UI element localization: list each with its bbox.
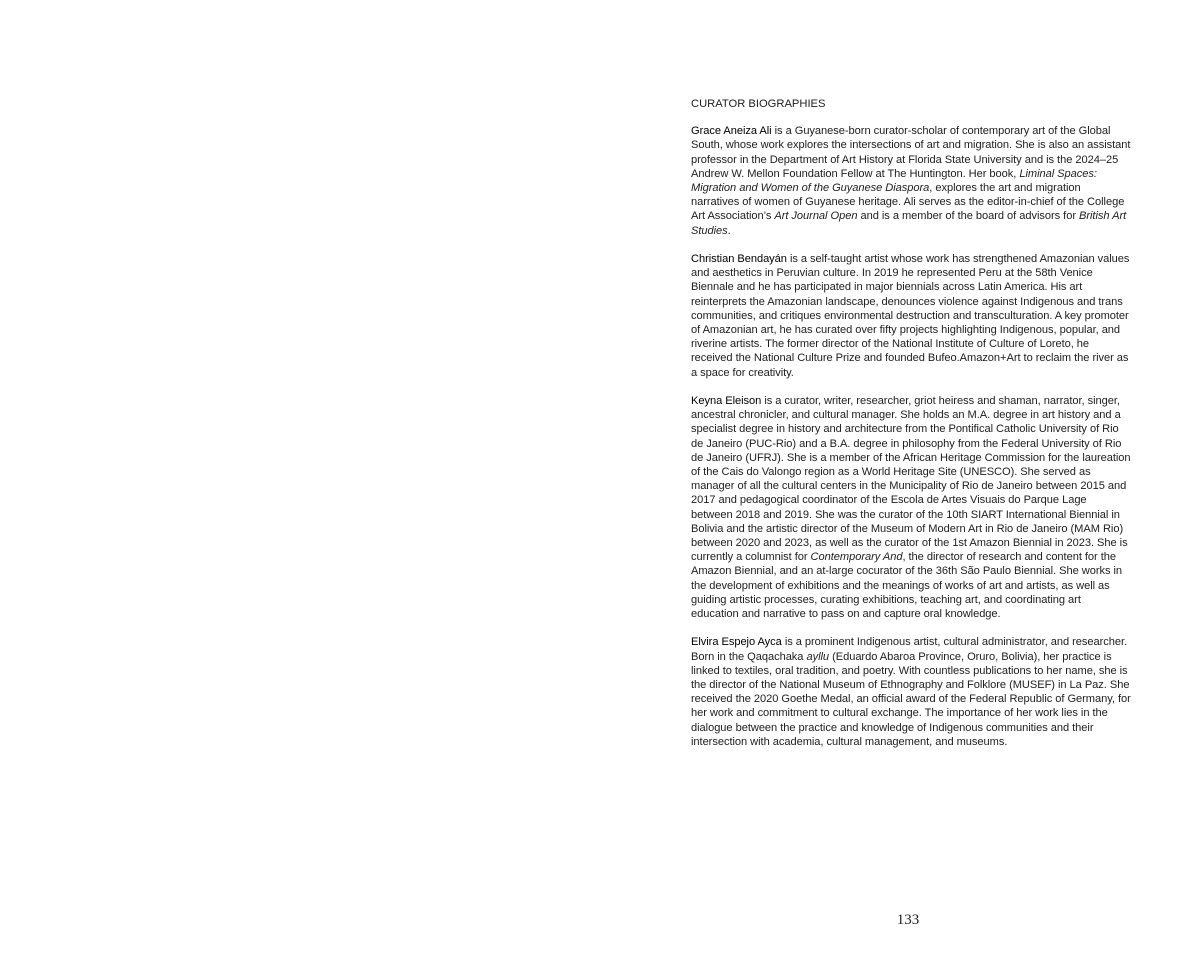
page-number: 133 [896,912,920,928]
bio-elvira-espejo-ayca [691,635,1131,749]
bio-keyna-eleison [691,394,1131,621]
section-heading: CURATOR BIOGRAPHIES [691,98,826,110]
bio-text: and is a member of the board of advisors for [857,210,1079,223]
bio-text: is a Guyanese-born curator-scholar of contemporary art of the Global South, whose work explores the intersections of art and migration. She is also an assistant professor in the Department of Art History at Florida State University and is the 2024–25 Andrew W. Mellon Foundation Fellow at The Huntington. Her book, [691,125,1131,180]
bio-grace-aneiza-ali [691,124,1131,238]
bio-text: , explores the art and migration narratives of women of Guyanese heritage. Ali serves as the editor-in-chief of the College Art Association’s [691,182,1125,223]
publication-title: Contemporary And [810,551,903,564]
bio-text: is a prominent Indigenous artist, cultural administrator, and researcher. Born in the Qaqachaka [691,636,1128,663]
bio-text: (Eduardo Abaroa Province, Oruro, Bolivia), her practice is linked to textiles, oral tradition, and poetry. With countless publications to her name, she is the director of the National Museum of Ethnography and Folklore (MUSEF) in La Paz. She received the 2020 Goethe Medal, an official award of the Federal Republic of Germany, for her work and commitment to cultural exchange. The importance of her work lies in the dialogue between the practice and knowledge of Indigenous communities and their intersection with academia, cultural management, and museums. [691,650,1131,748]
bio-text: is a self-taught artist whose work has strengthened Amazonian values and aesthetics in Peruvian culture. In 2019 he represented Peru at the 58th Venice Biennale and he has participated in major biennials across Latin America. His art reinterprets the Amazonian landscape, denounces violence against Indigenous and trans communities, and critiques environmental destruction and transculturation. A key promoter of Amazonian art, he has curated over fifty projects highlighting Indigenous, popular, and riverine artists. The former director of the National Institute of Culture of Loreto, he received the National Culture Prize and founded Bufeo.Amazon+Art to reclaim the river as a space for creativity. [691,253,1130,379]
journal-title: British Art Studies [691,210,1127,237]
bio-text: , the director of research and content for the Amazon Biennial, and an at-large cocurator of the 36th São Paulo Biennial. She works in the development of exhibitions and the meanings of works of art and artists, as well as guiding artistic processes, curating exhibitions, teaching art, and coordinating art education and narrative to pass on and capture oral knowledge. [691,551,1123,621]
journal-title: Art Journal Open [774,210,858,223]
bio-name: Grace Aneiza Ali [691,125,772,138]
bio-christian-bendayan [691,252,1131,380]
bio-text: . [727,224,731,237]
bio-name: Keyna Eleison [691,395,762,408]
bio-name: Elvira Espejo Ayca [691,636,782,649]
bio-text: is a curator, writer, researcher, griot heiress and shaman, narrator, singer, ancestral chronicler, and cultural manager. She holds an M.A. degree in art history and a specialist degree in history and architecture from the Pontifical Catholic University of Rio de Janeiro (PUC-Rio) and a B.A. degree in philosophy from the Federal University of Rio de Janeiro (UFRJ). She is a member of the African Heritage Commission for the laureation of the Cais do Valongo region as a World Heritage Site (UNESCO). She served as manager of all the cultural centers in the Municipality of Rio de Janeiro between 2015 and 2017 and pedagogical coordinator of the Escola de Artes Visuais do Parque Lage between 2018 and 2019. She was the curator of the 10th SIART International Biennial in Bolivia and the artistic director of the Museum of Modern Art in Rio de Janeiro (MAM Rio) between 2020 and 2023, as well as the curator of the 1st Amazon Biennial in 2023. She is currently a columnist for [691,395,1131,564]
italic-term: ayllu [806,650,830,663]
bio-name: Christian Bendayán [691,253,787,266]
biography-column [691,97,1131,763]
book-title: Liminal Spaces: Migration and Women of the Guyanese Diaspora [691,167,1097,195]
